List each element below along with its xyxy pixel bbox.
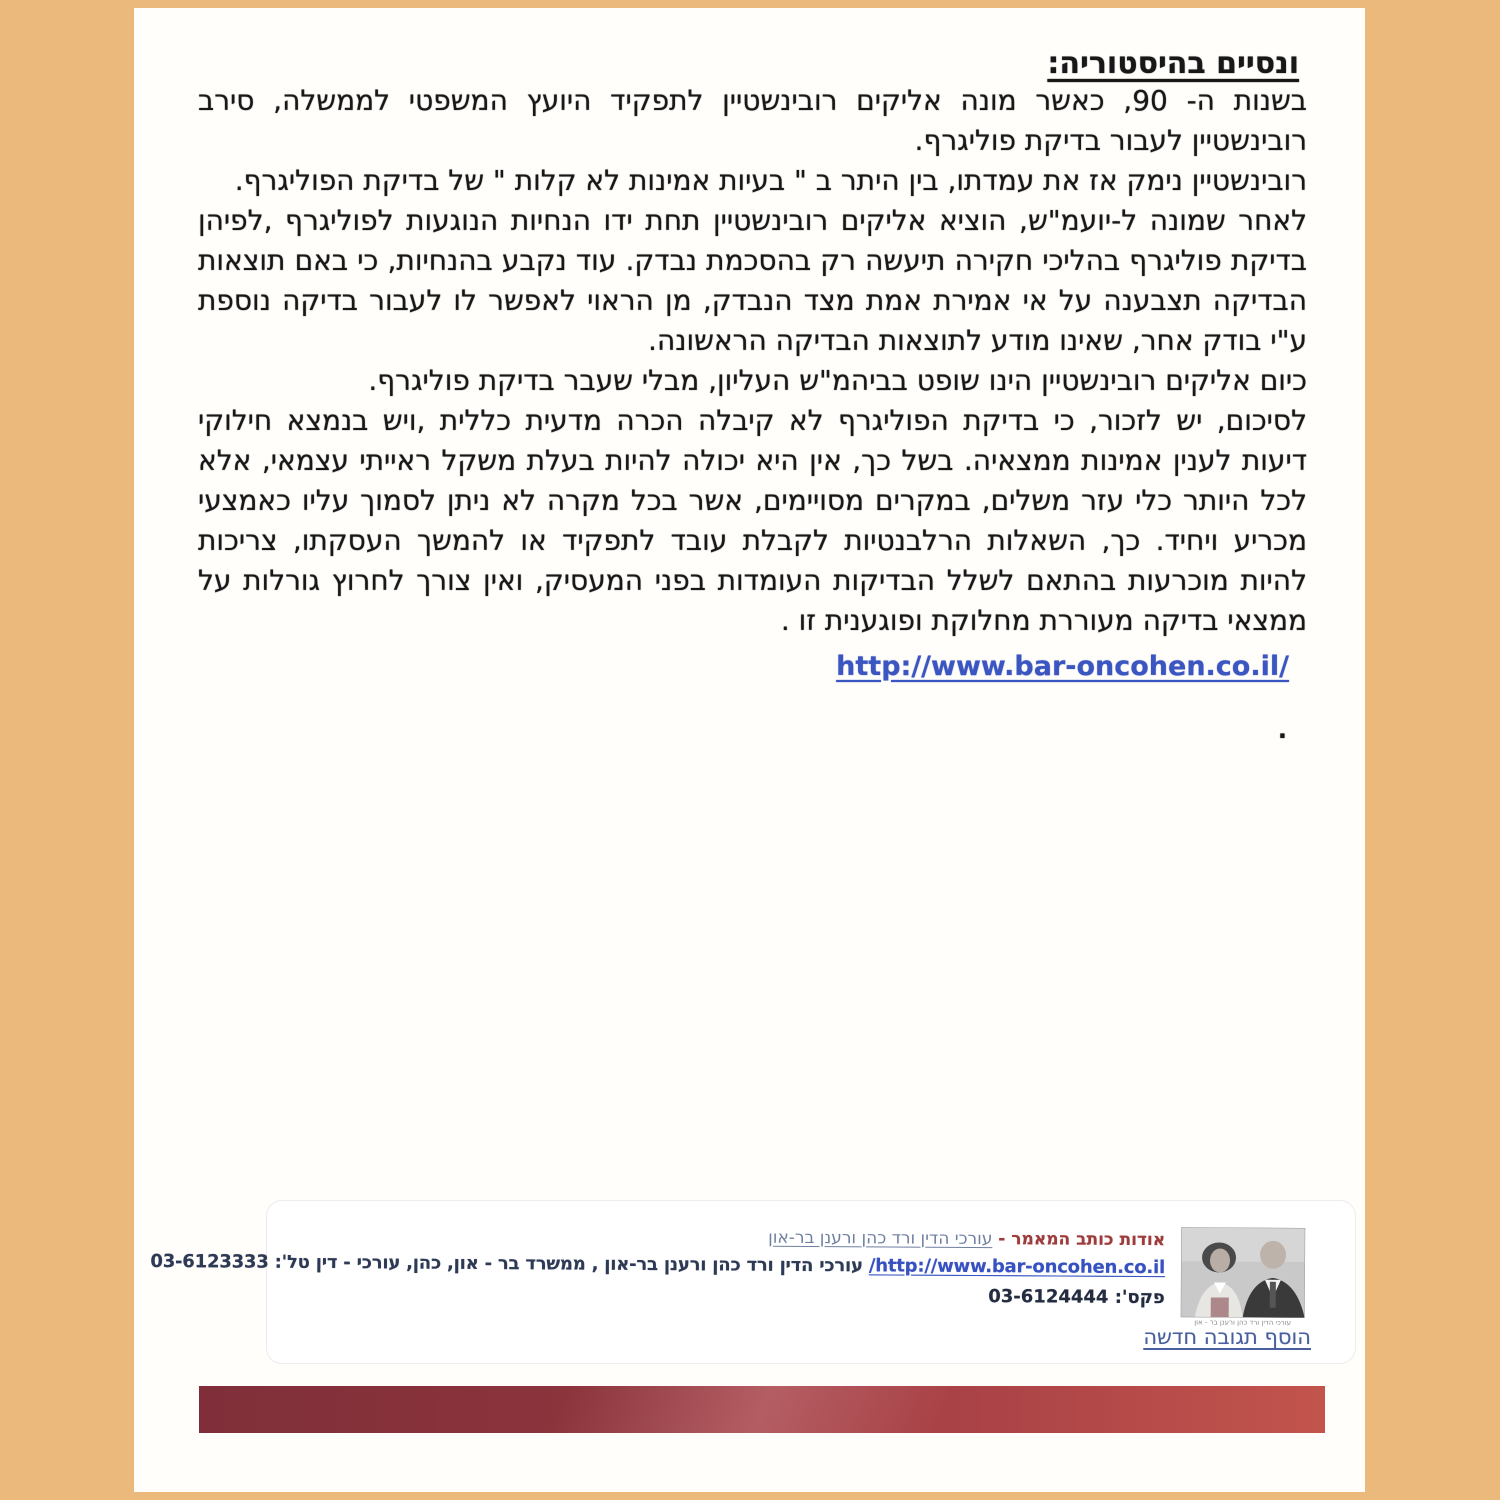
bottom-red-bar [199, 1386, 1325, 1433]
add-comment-link[interactable]: הוסף תגובה חדשה [1143, 1325, 1311, 1349]
authors-photo [1181, 1227, 1306, 1328]
about-author-label: אודות כותב המאמר - [992, 1229, 1166, 1251]
office-site-link[interactable]: /http://www.bar-oncohen.co.il [868, 1255, 1166, 1279]
author-details [150, 1221, 1165, 1313]
document-paper [134, 8, 1365, 1492]
stray-period: . [1277, 716, 1287, 744]
paragraph-3: לאחר שמונה ל-יועמ"ש, הוציא אליקים רובינשטיין תחת ידו הנחיות הנוגעות לפוליגרף ,לפיהן בדיקת פוליגרף בהליכי חקירה תיעשה רק בהסכמת נבדק. עוד נקבע בהנחיות, כי באם תוצאות הבדיקה תצבענה על אי אמירת אמת מצד הנבדק, מן הראוי לאפשר לו לעבור בדיקה נוספת ע"י בודק אחר, שאינו מודע לתוצאות הבדיקה הראשונה. [198, 204, 1307, 357]
paragraph-1: בשנות ה- 90, כאשר מונה אליקים רובינשטיין לתפקיד היועץ המשפטי לממשלה, סירב רובינשטיין לעבור בדיקת פוליגרף. [198, 84, 1307, 157]
page-title: ונסיים בהיסטוריה: [1047, 46, 1299, 81]
author-info-box [150, 1200, 1356, 1364]
source-link-line [198, 649, 1307, 688]
photo-caption: עורכי הדין ורד כהן ורענן בר - און [1194, 1318, 1292, 1327]
article-body [134, 8, 1365, 744]
lawyers-photo-image [1181, 1227, 1306, 1318]
office-details-text: עורכי הדין ורד כהן ורענן בר-און , ממשרד בר - און, כהן, עורכי - דין טל': 03-6123333 [150, 1250, 863, 1277]
office-line [150, 1247, 1165, 1283]
lawyers-name-link[interactable]: עורכי הדין ורד כהן ורענן בר-און [768, 1227, 993, 1250]
paragraph-2: רובינשטיין נימק אז את עמדתו, בין היתר ב " בעיות אמינות לא קלות " של בדיקת הפוליגרף. [234, 164, 1307, 197]
paragraph-5: לסיכום, יש לזכור, כי בדיקת הפוליגרף לא קיבלה הכרה מדעית כללית ,ויש בנמצא חילוקי דיעות לענין אמינות ממצאיה. בשל כך, אין היא יכולה להיות בעלת משקל ראייתי עצמאי, אלא לכל היותר כלי עזר משלים, במקרים מסויימים, אשר בכל מקרה לא ניתן לסמוך עליו כאמצעי מכריע ויחיד. כך, השאלות הרלבנטיות לקבלת עובד לתפקיד או להמשך העסקתו, צריכות להיות מוכרעות בהתאם לשלל הבדיקות העומדות בפני המעסיק, ואין צורך לחרוץ גורלות על ממצאי בדיקה מעוררת מחלוקת ופוגענית זו . [198, 404, 1307, 637]
paragraph-4: כיום אליקים רובינשטיין הינו שופט בביהמ"ש העליון, מבלי שעבר בדיקת פוליגרף. [368, 364, 1307, 397]
fax-line: פקס': 03-6124444 [988, 1286, 1165, 1309]
article-source-link[interactable]: http://www.bar-oncohen.co.il/ [836, 651, 1289, 682]
author-info-row [150, 1198, 1356, 1329]
